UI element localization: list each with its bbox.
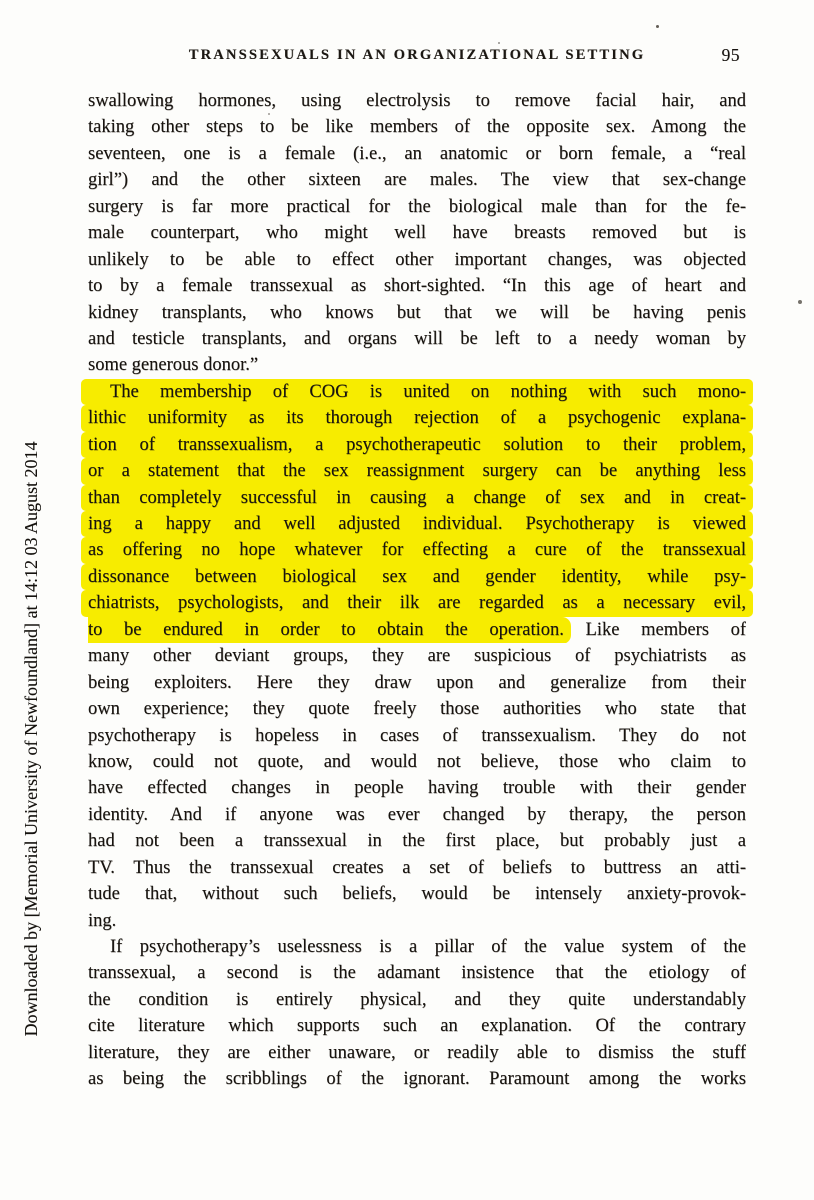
highlighted-text: than completely successful in causing a change of sex and in creat- bbox=[88, 487, 746, 508]
text-line bbox=[81, 590, 753, 616]
highlighted-text: dissonance between biological sex and gender identity, while psy- bbox=[88, 566, 746, 587]
text-line bbox=[81, 564, 753, 590]
text-line bbox=[88, 1040, 746, 1066]
text-line bbox=[88, 934, 746, 960]
text-segment: kidney transplants, who knows but that we will be having penis bbox=[88, 302, 746, 323]
text-segment: Like members of bbox=[563, 619, 746, 640]
text-line bbox=[81, 379, 753, 405]
text-segment: have effected changes in people having trouble with their gender bbox=[88, 778, 746, 799]
header-title: TRANSSEXUALS IN AN ORGANIZATIONAL SETTING bbox=[188, 47, 646, 63]
text-segment: transsexual, a second is the adamant insistence that the etiology of bbox=[88, 963, 746, 984]
text-segment: unlikely to be able to effect other important changes, was objected bbox=[88, 249, 746, 270]
scan-speck bbox=[798, 300, 802, 304]
text-segment: own experience; they quote freely those authorities who state that bbox=[88, 699, 746, 720]
text-segment: and testicle transplants, and organs will be left to a needy woman by bbox=[88, 328, 746, 349]
text-line bbox=[88, 802, 746, 828]
text-segment: know, could not quote, and would not believe, those who claim to bbox=[88, 751, 746, 772]
highlighted-text: as offering no hope whatever for effecting a cure of the transsexual bbox=[88, 540, 746, 561]
text-line bbox=[81, 485, 753, 511]
text-segment: tude that, without such beliefs, would be intensely anxiety-provok- bbox=[88, 884, 746, 905]
text-segment: as being the scribblings of the ignorant. Paramount among the works bbox=[88, 1069, 746, 1090]
highlighted-text: ing a happy and well adjusted individual. Psychotherapy is viewed bbox=[88, 514, 746, 534]
text-segment: to by a female transsexual as short-sighted. “In this age of heart and bbox=[88, 276, 746, 297]
text-segment: some generous donor.” bbox=[88, 355, 259, 376]
text-line bbox=[81, 511, 753, 537]
text-line bbox=[88, 352, 746, 378]
highlighted-text: tion of transsexualism, a psychotherapeutic solution to their problem, bbox=[88, 434, 746, 455]
highlighted-text: The membership of COG is united on nothing with such mono- bbox=[110, 381, 746, 402]
text-line bbox=[88, 987, 746, 1013]
text-segment: ing. bbox=[88, 910, 117, 931]
text-segment: cite literature which supports such an explanation. Of the contrary bbox=[88, 1016, 746, 1037]
text-line bbox=[81, 405, 753, 431]
text-line bbox=[88, 1013, 746, 1039]
text-line bbox=[88, 696, 746, 722]
text-line bbox=[88, 220, 746, 246]
text-segment: many other deviant groups, they are suspicious of psychiatrists as bbox=[88, 646, 746, 667]
text-segment: male counterpart, who might well have breasts removed but is bbox=[88, 223, 746, 244]
text-segment: identity. And if anyone was ever changed by therapy, the person bbox=[88, 804, 746, 825]
text-line bbox=[88, 167, 746, 193]
body-text bbox=[88, 88, 746, 1093]
text-line bbox=[88, 881, 746, 907]
text-segment: had not been a transsexual in the first place, but probably just a bbox=[88, 831, 746, 852]
text-segment: taking other steps to be like members of the opposite sex. Among the bbox=[88, 117, 746, 138]
text-line bbox=[88, 749, 746, 775]
text-segment: swallowing hormones, using electrolysis to remove facial hair, and bbox=[88, 91, 746, 111]
text-line bbox=[88, 114, 746, 140]
text-segment: TV. Thus the transsexual creates a set of beliefs to buttress an atti- bbox=[88, 857, 746, 878]
text-line bbox=[88, 141, 746, 167]
text-line bbox=[88, 88, 746, 114]
highlighted-text: to be endured in order to obtain the operation. bbox=[88, 617, 571, 643]
text-line bbox=[88, 300, 746, 326]
text-line bbox=[81, 432, 753, 458]
text-segment: psychotherapy is hopeless in cases of transsexualism. They do not bbox=[88, 725, 746, 746]
highlighted-text: lithic uniformity as its thorough rejection of a psychogenic explana- bbox=[88, 408, 746, 429]
text-line bbox=[88, 1066, 746, 1092]
text-segment: If psychotherapy’s uselessness is a pillar of the value system of the bbox=[110, 937, 746, 957]
text-segment: the condition is entirely physical, and they quite understandably bbox=[88, 989, 746, 1010]
text-segment: literature, they are either unaware, or readily able to dismiss the stuff bbox=[88, 1042, 746, 1063]
text-line bbox=[88, 326, 746, 352]
text-line bbox=[88, 775, 746, 801]
scan-speck bbox=[498, 42, 500, 44]
text-segment: being exploiters. Here they draw upon and generalize from their bbox=[88, 672, 746, 693]
highlighted-text: chiatrists, psychologists, and their ilk are regarded as a necessary evil, bbox=[88, 593, 746, 614]
page-number: 95 bbox=[721, 45, 740, 65]
text-line bbox=[88, 855, 746, 881]
text-line bbox=[88, 247, 746, 273]
text-line bbox=[88, 194, 746, 220]
text-line bbox=[88, 643, 746, 669]
text-line bbox=[81, 458, 753, 484]
text-segment: seventeen, one is a female (i.e., an anatomic or born female, a “real bbox=[88, 143, 746, 164]
text-line bbox=[88, 273, 746, 299]
scan-speck bbox=[268, 113, 270, 115]
text-line bbox=[88, 908, 746, 934]
running-header bbox=[88, 47, 746, 69]
text-line bbox=[88, 670, 746, 696]
text-segment: surgery is far more practical for the biological male than for the fe- bbox=[88, 196, 746, 217]
scan-speck bbox=[656, 25, 659, 28]
text-line bbox=[88, 723, 746, 749]
text-segment: girl”) and the other sixteen are males. The view that sex-change bbox=[88, 170, 746, 191]
text-line bbox=[88, 960, 746, 986]
text-line bbox=[88, 828, 746, 854]
text-line bbox=[88, 617, 746, 643]
text-line bbox=[81, 537, 753, 563]
download-watermark: Downloaded by [Memorial University of Newfoundland] at 14:12 03 August 2014 bbox=[21, 441, 41, 1037]
highlighted-text: or a statement that the sex reassignment surgery can be anything less bbox=[88, 461, 746, 482]
